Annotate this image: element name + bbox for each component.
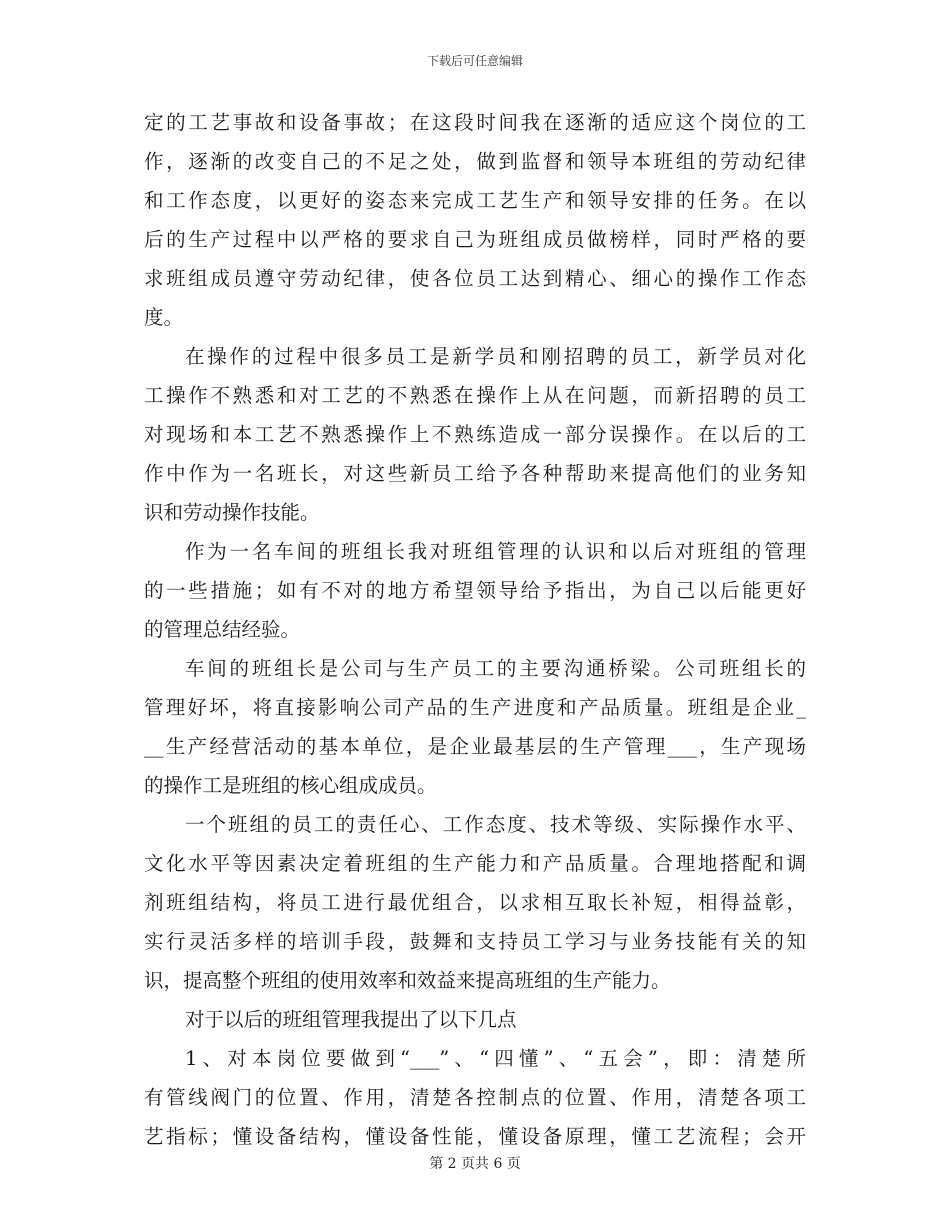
text-line: 管理好坏，将直接影响公司产品的生产进度和产品质量。班组是企业_ (144, 696, 806, 719)
text-line: __生产经营活动的基本单位，是企业最基层的生产管理___，生产现场 (144, 735, 806, 758)
text-line: 求班组成员遵守劳动纪律，使各位员工达到精心、细心的操作工作态 (144, 267, 806, 290)
text-line: 的管理总结经验。 (144, 618, 301, 641)
text-line: 的操作工是班组的核心组成成员。 (144, 774, 437, 797)
text-line: 1、对本岗位要做到“___”、“四懂”、“五会”，即：清楚所 (185, 1047, 806, 1070)
text-line: 在操作的过程中很多员工是新学员和刚招聘的员工，新学员对化 (185, 345, 806, 368)
text-line: 度。 (144, 306, 184, 329)
text-line: 作中作为一名班长，对这些新员工给予各种帮助来提高他们的业务知 (144, 462, 806, 485)
text-line: 作为一名车间的班组长我对班组管理的认识和以后对班组的管理 (185, 540, 806, 563)
text-line: 识，提高整个班组的使用效率和效益来提高班组的生产能力。 (144, 969, 671, 992)
text-line: 识和劳动操作技能。 (144, 501, 320, 524)
text-line: 车间的班组长是公司与生产员工的主要沟通桥梁。公司班组长的 (185, 657, 806, 680)
page-footer: 第 2 页共 6 页 (429, 1156, 521, 1172)
text-line: 有管线阀门的位置、作用，清楚各控制点的位置、作用，清楚各项工 (144, 1086, 806, 1109)
text-line: 和工作态度，以更好的姿态来完成工艺生产和领导安排的任务。在以 (144, 189, 806, 212)
text-line: 一个班组的员工的责任心、工作态度、技术等级、实际操作水平、 (185, 813, 806, 836)
text-line: 对现场和本工艺不熟悉操作上不熟练造成一部分误操作。在以后的工 (144, 423, 806, 446)
text-line: 文化水平等因素决定着班组的生产能力和产品质量。合理地搭配和调 (144, 852, 806, 875)
page-header: 下载后可任意编辑 (426, 54, 523, 68)
document-body (144, 103, 806, 1156)
text-line: 剂班组结构，将员工进行最优组合，以求相互取长补短，相得益彰， (144, 891, 806, 914)
text-line: 的一些措施；如有不对的地方希望领导给予指出，为自己以后能更好 (144, 579, 806, 602)
text-line: 艺指标；懂设备结构，懂设备性能，懂设备原理，懂工艺流程；会开 (144, 1125, 806, 1148)
text-line: 后的生产过程中以严格的要求自己为班组成员做榜样，同时严格的要 (144, 228, 806, 251)
text-line: 作，逐渐的改变自己的不足之处，做到监督和领导本班组的劳动纪律 (144, 150, 806, 173)
text-line: 对于以后的班组管理我提出了以下几点 (185, 1008, 517, 1031)
text-line: 实行灵活多样的培训手段，鼓舞和支持员工学习与业务技能有关的知 (144, 930, 806, 953)
text-line: 工操作不熟悉和对工艺的不熟悉在操作上从在问题，而新招聘的员工 (144, 384, 806, 407)
text-line: 定的工艺事故和设备事故；在这段时间我在逐渐的适应这个岗位的工 (144, 111, 806, 134)
